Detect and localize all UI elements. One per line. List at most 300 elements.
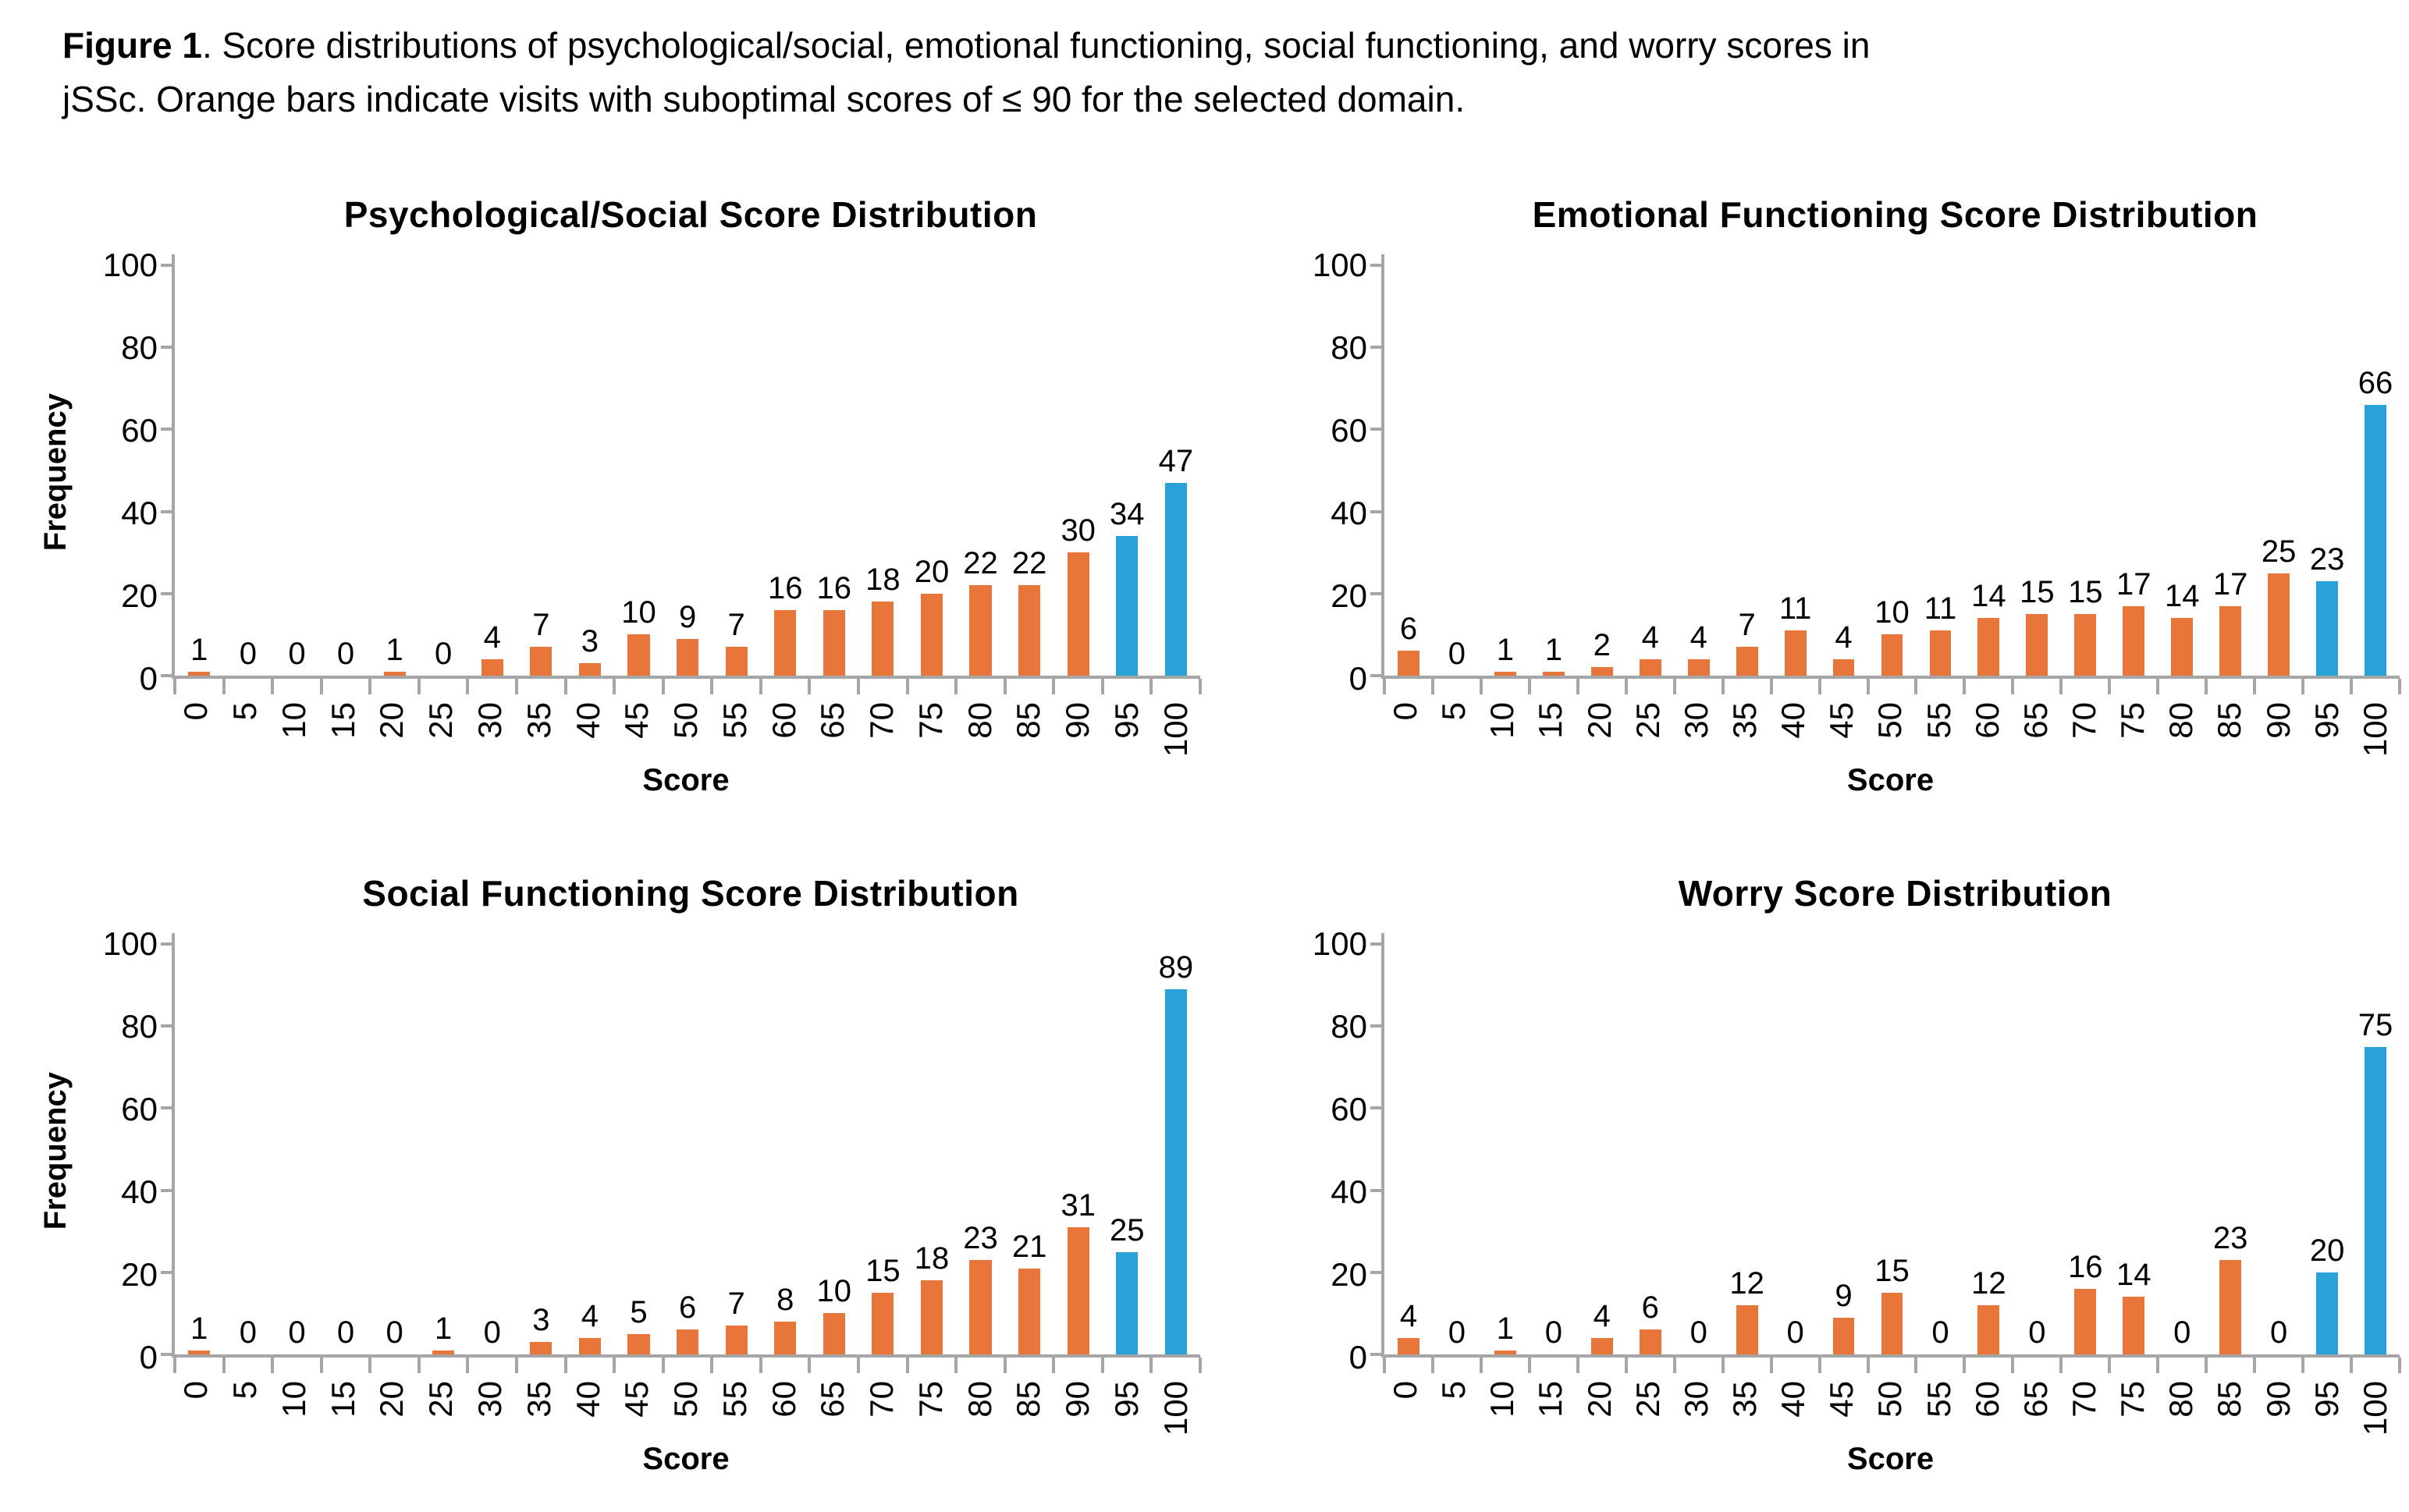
y-tick-mark xyxy=(1370,1189,1381,1192)
bar-slot xyxy=(1868,265,1917,676)
bar-value-label: 1 xyxy=(190,632,208,667)
y-tick-label: 40 xyxy=(121,495,158,531)
x-tick xyxy=(318,702,368,757)
x-axis-spacer xyxy=(1241,1381,1381,1436)
y-tick-mark xyxy=(161,1271,172,1274)
x-tick-mark xyxy=(320,679,323,694)
x-tick-label: 50 xyxy=(667,1381,705,1418)
x-tick-mark xyxy=(1576,1358,1579,1373)
bar-slot xyxy=(2206,265,2254,676)
x-axis-title xyxy=(172,1442,1200,1477)
x-tick-label: 100 xyxy=(1157,702,1194,758)
bar xyxy=(1018,585,1040,676)
x-tick-mark xyxy=(2398,1358,2401,1373)
bar-value-label: 16 xyxy=(767,570,803,605)
bar-value-label: 0 xyxy=(386,1315,403,1350)
x-tick-mark xyxy=(1914,679,1917,694)
bar xyxy=(2171,618,2193,676)
bar-slot xyxy=(1964,265,2013,676)
x-tick-mark xyxy=(2301,1358,2304,1373)
x-tick xyxy=(1381,702,1430,757)
bar-slot xyxy=(858,265,908,676)
bar-slot xyxy=(908,944,957,1354)
bar-slot xyxy=(1916,944,1964,1354)
bar xyxy=(872,1293,894,1354)
bar xyxy=(2316,1272,2338,1354)
x-tick xyxy=(1963,1381,2012,1436)
bar-value-label: 17 xyxy=(2212,566,2248,602)
x-tick-mark xyxy=(1480,1358,1483,1373)
x-tick-mark xyxy=(954,679,958,694)
bar xyxy=(1398,651,1419,676)
bar-slot xyxy=(712,265,761,676)
bar-value-label: 1 xyxy=(1544,632,1562,667)
x-tick xyxy=(2157,1381,2205,1436)
bar xyxy=(2123,606,2144,676)
x-tick-mark xyxy=(515,1358,518,1373)
bar-value-label: 7 xyxy=(727,608,745,643)
y-tick-label: 20 xyxy=(121,577,158,614)
bar-value-label: 0 xyxy=(2173,1315,2191,1350)
x-tick-mark xyxy=(1770,1358,1773,1373)
x-tick-label: 55 xyxy=(716,702,753,739)
bar xyxy=(627,634,649,676)
bar-slot xyxy=(517,265,566,676)
y-axis-tick-labels xyxy=(1289,247,1381,697)
bar-slot xyxy=(2109,265,2158,676)
bar-slot xyxy=(663,265,712,676)
bar-slot xyxy=(1103,265,1152,676)
bar-value-label: 0 xyxy=(1689,1315,1707,1350)
bar xyxy=(188,1351,210,1354)
bar-value-label: 20 xyxy=(2309,1233,2345,1268)
bar xyxy=(2074,1289,2096,1354)
figure-caption-label: Figure 1 xyxy=(62,25,202,66)
bar xyxy=(481,659,503,676)
x-tick xyxy=(2060,702,2109,757)
x-tick xyxy=(563,702,613,757)
x-tick-label: 70 xyxy=(2066,702,2103,739)
x-tick xyxy=(1004,1381,1053,1436)
bar-value-label: 22 xyxy=(1011,546,1047,581)
x-tick-label: 70 xyxy=(2066,1381,2103,1418)
bar-slot xyxy=(614,944,663,1354)
bar xyxy=(1930,630,1952,676)
bar-value-label: 3 xyxy=(581,624,599,659)
x-tick-mark xyxy=(2350,679,2353,694)
bar-slot xyxy=(2013,944,2061,1354)
x-tick-label: 40 xyxy=(569,702,606,739)
x-tick-mark xyxy=(1963,1358,1966,1373)
bar-value-label: 3 xyxy=(532,1303,550,1338)
bar-value-label: 1 xyxy=(190,1311,208,1346)
x-tick-label: 0 xyxy=(1387,702,1424,721)
x-tick xyxy=(172,702,221,757)
bar-slot xyxy=(663,944,712,1354)
x-axis-title-text: Score xyxy=(1846,1442,1935,1477)
x-tick xyxy=(368,1381,417,1436)
bar-slot xyxy=(419,265,468,676)
x-tick xyxy=(1769,702,1817,757)
bar-value-label: 9 xyxy=(678,599,697,634)
x-tick-mark xyxy=(857,679,860,694)
x-tick xyxy=(1576,702,1624,757)
x-tick-mark xyxy=(1721,679,1725,694)
bar-slot xyxy=(1626,944,1675,1354)
x-tick-label: 65 xyxy=(2016,702,2054,739)
x-tick xyxy=(2109,702,2157,757)
bar xyxy=(1736,647,1758,676)
x-axis-title xyxy=(1381,763,2400,798)
x-tick-mark xyxy=(1199,679,1202,694)
x-tick-label: 5 xyxy=(1435,702,1473,721)
x-tick-mark xyxy=(1431,679,1434,694)
x-tick-mark xyxy=(2253,1358,2256,1373)
x-axis-tick-labels xyxy=(31,1381,1210,1436)
bar-value-label: 15 xyxy=(1874,1254,1910,1289)
x-tick-label: 95 xyxy=(2308,702,2345,739)
bar xyxy=(1494,672,1516,676)
bar-value-label: 7 xyxy=(532,608,550,643)
bar xyxy=(969,585,991,676)
bar-value-label: 0 xyxy=(288,1315,306,1350)
bar-value-label: 14 xyxy=(2164,579,2200,614)
x-tick-mark xyxy=(1101,679,1104,694)
bar-slot xyxy=(810,944,859,1354)
bar-value-label: 7 xyxy=(727,1287,745,1322)
y-axis-tick-labels xyxy=(80,247,172,697)
bar-slot xyxy=(1723,265,1771,676)
x-tick xyxy=(2303,702,2351,757)
chart-body xyxy=(31,247,1210,697)
x-tick xyxy=(1915,702,1963,757)
y-tick-mark xyxy=(161,346,172,349)
bar-slot xyxy=(761,265,810,676)
bar-value-label: 16 xyxy=(816,570,852,605)
x-tick-label: 10 xyxy=(1483,702,1521,739)
x-tick xyxy=(1721,702,1769,757)
bar-value-label: 22 xyxy=(963,546,998,581)
bar xyxy=(1543,672,1565,676)
x-tick xyxy=(1866,1381,1914,1436)
x-tick xyxy=(1103,1381,1152,1436)
x-tick-mark xyxy=(466,1358,469,1373)
x-tick-label: 5 xyxy=(1435,1381,1473,1400)
x-tick-mark xyxy=(1004,679,1007,694)
bar-slot xyxy=(370,265,419,676)
y-axis-title xyxy=(1241,944,1289,1358)
x-tick xyxy=(662,702,711,757)
bar-slot xyxy=(712,944,761,1354)
y-tick-label: 60 xyxy=(1331,1091,1367,1127)
x-tick-mark xyxy=(1867,1358,1870,1373)
bar-slot xyxy=(322,944,371,1354)
y-tick-mark xyxy=(161,1106,172,1109)
x-tick-label: 55 xyxy=(1920,1381,1957,1418)
x-tick xyxy=(1103,702,1152,757)
x-tick xyxy=(466,1381,515,1436)
x-tick-mark xyxy=(368,679,371,694)
x-tick-label: 80 xyxy=(2162,702,2200,739)
bar xyxy=(1398,1338,1419,1354)
bar xyxy=(530,647,552,676)
bar-slot xyxy=(1433,265,1481,676)
bar xyxy=(1591,1338,1613,1354)
x-tick-label: 5 xyxy=(226,1381,264,1400)
bar-value-label: 1 xyxy=(386,632,403,667)
y-tick-mark xyxy=(1370,1024,1381,1028)
x-tick-mark xyxy=(222,1358,226,1373)
x-tick-mark xyxy=(271,679,274,694)
x-tick-label: 40 xyxy=(1775,1381,1812,1418)
bar-slot xyxy=(224,944,273,1354)
plot-area xyxy=(1381,265,2400,679)
x-tick-label: 25 xyxy=(422,1381,460,1418)
x-axis-tick-labels xyxy=(1241,702,2409,757)
bar xyxy=(2219,606,2241,676)
x-axis-tick-labels xyxy=(31,702,1210,757)
x-tick-label: 95 xyxy=(1107,702,1145,739)
x-tick xyxy=(2351,1381,2400,1436)
chart-title: Psychological/Social Score Distribution xyxy=(343,194,1038,235)
x-tick xyxy=(1430,702,1478,757)
y-tick-mark xyxy=(1370,346,1381,349)
y-tick-label: 100 xyxy=(102,925,158,962)
bar-value-label: 34 xyxy=(1110,497,1145,532)
bar-slot xyxy=(2206,944,2254,1354)
x-tick-label: 85 xyxy=(1010,702,1047,739)
x-tick-label: 30 xyxy=(1677,1381,1714,1418)
bars xyxy=(1384,265,2400,676)
y-axis-title-text: Frequency xyxy=(37,392,73,552)
y-tick-label: 0 xyxy=(1348,1339,1367,1375)
y-tick-mark xyxy=(161,592,172,595)
x-tick-mark xyxy=(1673,679,1676,694)
bar xyxy=(1640,1329,1661,1354)
x-tick xyxy=(514,702,563,757)
bar-value-label: 0 xyxy=(1786,1315,1804,1350)
bar xyxy=(1494,1351,1516,1354)
x-tick xyxy=(1721,1381,1769,1436)
x-tick xyxy=(1817,702,1866,757)
bar xyxy=(2365,405,2386,676)
x-tick-mark xyxy=(2156,1358,2159,1373)
bar-slot xyxy=(322,265,371,676)
chart-body xyxy=(31,925,1210,1375)
x-tick-mark xyxy=(368,1358,371,1373)
x-tick-mark xyxy=(613,1358,616,1373)
x-tick-mark xyxy=(417,679,421,694)
bar-value-label: 75 xyxy=(2357,1007,2393,1042)
bar-slot xyxy=(1771,265,1820,676)
x-tick xyxy=(1672,1381,1721,1436)
bar-value-label: 0 xyxy=(1448,637,1466,671)
bar-value-label: 15 xyxy=(2068,575,2103,610)
x-tick-label: 65 xyxy=(814,702,851,739)
y-axis-title xyxy=(31,265,80,679)
x-tick-label: 65 xyxy=(2016,1381,2054,1418)
bar-slot xyxy=(2061,944,2109,1354)
x-tick-label: 30 xyxy=(471,1381,508,1418)
y-tick-label: 100 xyxy=(1312,925,1367,962)
x-tick-label: 45 xyxy=(618,1381,656,1418)
bar-value-label: 16 xyxy=(2068,1249,2103,1284)
x-tick-label: 60 xyxy=(765,702,802,739)
bar-value-label: 25 xyxy=(1110,1212,1145,1248)
y-tick-label: 100 xyxy=(1312,247,1367,283)
bar-slot xyxy=(1820,265,1868,676)
x-tick-mark xyxy=(906,1358,909,1373)
bar-value-label: 0 xyxy=(2270,1315,2288,1350)
x-tick-mark xyxy=(613,679,616,694)
x-tick xyxy=(2060,1381,2109,1436)
x-tick-label: 80 xyxy=(961,702,998,739)
bar xyxy=(872,602,894,676)
x-tick xyxy=(613,702,662,757)
bar xyxy=(1591,667,1613,676)
bar-slot xyxy=(614,265,663,676)
x-tick xyxy=(613,1381,662,1436)
x-tick-label: 5 xyxy=(226,702,264,721)
x-tick-label: 75 xyxy=(2114,702,2151,739)
x-tick-label: 15 xyxy=(1532,702,1569,739)
x-axis-title xyxy=(1381,1442,2400,1477)
bar-value-label: 23 xyxy=(2309,542,2345,577)
bar-value-label: 17 xyxy=(2116,566,2151,602)
x-tick xyxy=(2254,1381,2303,1436)
bar-value-label: 12 xyxy=(1729,1265,1764,1301)
x-tick xyxy=(759,1381,808,1436)
x-tick-label: 35 xyxy=(1726,702,1764,739)
x-tick-mark xyxy=(710,1358,713,1373)
x-tick-mark xyxy=(515,679,518,694)
bar-value-label: 7 xyxy=(1738,608,1756,643)
y-tick-mark xyxy=(1370,942,1381,946)
x-tick xyxy=(563,1381,613,1436)
y-tick-label: 0 xyxy=(139,660,158,697)
x-tick-mark xyxy=(2059,1358,2063,1373)
x-tick-label: 100 xyxy=(2356,1381,2393,1436)
y-tick-label: 20 xyxy=(1331,577,1367,614)
bar-value-label: 6 xyxy=(1641,1290,1659,1326)
y-tick-mark xyxy=(161,942,172,946)
x-tick-mark xyxy=(2108,679,2111,694)
x-tick-label: 50 xyxy=(667,702,705,739)
chart-title: Social Functioning Score Distribution xyxy=(362,873,1019,914)
bar-slot xyxy=(1916,265,1964,676)
figure-caption-text: . Score distributions of psychological/social, emotional functioning, social functioning, and worry scores in jSSc. Orange bars indicate visits with suboptimal scores of ≤ 90 for the selected domain. xyxy=(62,25,1871,119)
x-axis-title-text: Score xyxy=(642,763,730,798)
bar xyxy=(579,663,601,676)
x-tick xyxy=(1624,702,1672,757)
y-tick-mark xyxy=(1370,1271,1381,1274)
x-tick-mark xyxy=(857,1358,860,1373)
x-tick-mark xyxy=(759,1358,762,1373)
x-tick xyxy=(1915,1381,1963,1436)
x-tick xyxy=(2012,1381,2060,1436)
x-tick-mark xyxy=(1431,1358,1434,1373)
bar-slot xyxy=(1530,944,1578,1354)
bar xyxy=(921,1280,943,1354)
y-tick-mark xyxy=(161,674,172,677)
bar-slot xyxy=(1053,944,1103,1354)
chart-emotional-functioning xyxy=(1241,164,2409,798)
x-tick xyxy=(1672,702,1721,757)
x-tick-mark xyxy=(759,679,762,694)
x-tick-label: 75 xyxy=(2114,1381,2151,1418)
x-tick-mark xyxy=(2059,679,2063,694)
x-tick-mark xyxy=(1625,679,1628,694)
bar-value-label: 8 xyxy=(776,1282,794,1317)
bar-value-label: 4 xyxy=(1689,619,1707,655)
x-tick-mark xyxy=(173,679,176,694)
x-tick-label: 0 xyxy=(177,702,215,721)
bar-slot xyxy=(1384,944,1433,1354)
bar-slot xyxy=(1530,265,1578,676)
x-tick xyxy=(955,1381,1004,1436)
bar-value-label: 0 xyxy=(288,637,306,671)
x-tick-mark xyxy=(1818,679,1821,694)
x-axis-title xyxy=(172,763,1200,798)
bar xyxy=(627,1334,649,1354)
bar-slot xyxy=(1578,944,1626,1354)
x-tick-mark xyxy=(320,1358,323,1373)
bar xyxy=(726,647,748,676)
x-tick-mark xyxy=(1528,1358,1531,1373)
bar-value-label: 14 xyxy=(1971,579,2006,614)
x-tick-label: 55 xyxy=(1920,702,1957,739)
bar-slot xyxy=(2351,265,2400,676)
x-tick-mark xyxy=(1721,1358,1725,1373)
x-tick-mark xyxy=(1576,679,1579,694)
x-tick-mark xyxy=(1149,1358,1153,1373)
x-tick xyxy=(2254,702,2303,757)
bar-slot xyxy=(1152,265,1201,676)
x-tick-mark xyxy=(1625,1358,1628,1373)
bar-value-label: 1 xyxy=(1496,632,1514,667)
bar-value-label: 11 xyxy=(1924,591,1957,626)
x-tick-label: 25 xyxy=(1629,1381,1666,1418)
bar xyxy=(384,672,406,676)
x-tick-label: 90 xyxy=(2259,702,2297,739)
bar-value-label: 18 xyxy=(865,563,901,598)
x-tick xyxy=(2303,1381,2351,1436)
x-tick-label: 10 xyxy=(275,702,312,739)
x-tick-mark xyxy=(1480,679,1483,694)
x-tick xyxy=(1053,1381,1103,1436)
x-tick-label: 15 xyxy=(324,1381,361,1418)
x-tick xyxy=(2157,702,2205,757)
bar-value-label: 14 xyxy=(2116,1258,2151,1293)
bars xyxy=(1384,944,2400,1354)
bar xyxy=(823,1313,845,1354)
bar-value-label: 4 xyxy=(1593,1298,1611,1333)
x-tick-label: 100 xyxy=(2356,702,2393,758)
x-tick-mark xyxy=(954,1358,958,1373)
bar xyxy=(1688,659,1710,676)
chart-body xyxy=(1241,247,2409,697)
y-tick-mark xyxy=(161,428,172,431)
bar xyxy=(1881,1293,1903,1354)
y-tick-mark xyxy=(1370,1106,1381,1109)
y-tick-mark xyxy=(1370,510,1381,513)
bar-value-label: 4 xyxy=(483,619,501,655)
x-tick-label: 85 xyxy=(2211,702,2248,739)
bar-value-label: 0 xyxy=(1931,1315,1949,1350)
bar-slot xyxy=(1675,265,1723,676)
bar xyxy=(1018,1269,1040,1354)
bar xyxy=(1640,659,1661,676)
